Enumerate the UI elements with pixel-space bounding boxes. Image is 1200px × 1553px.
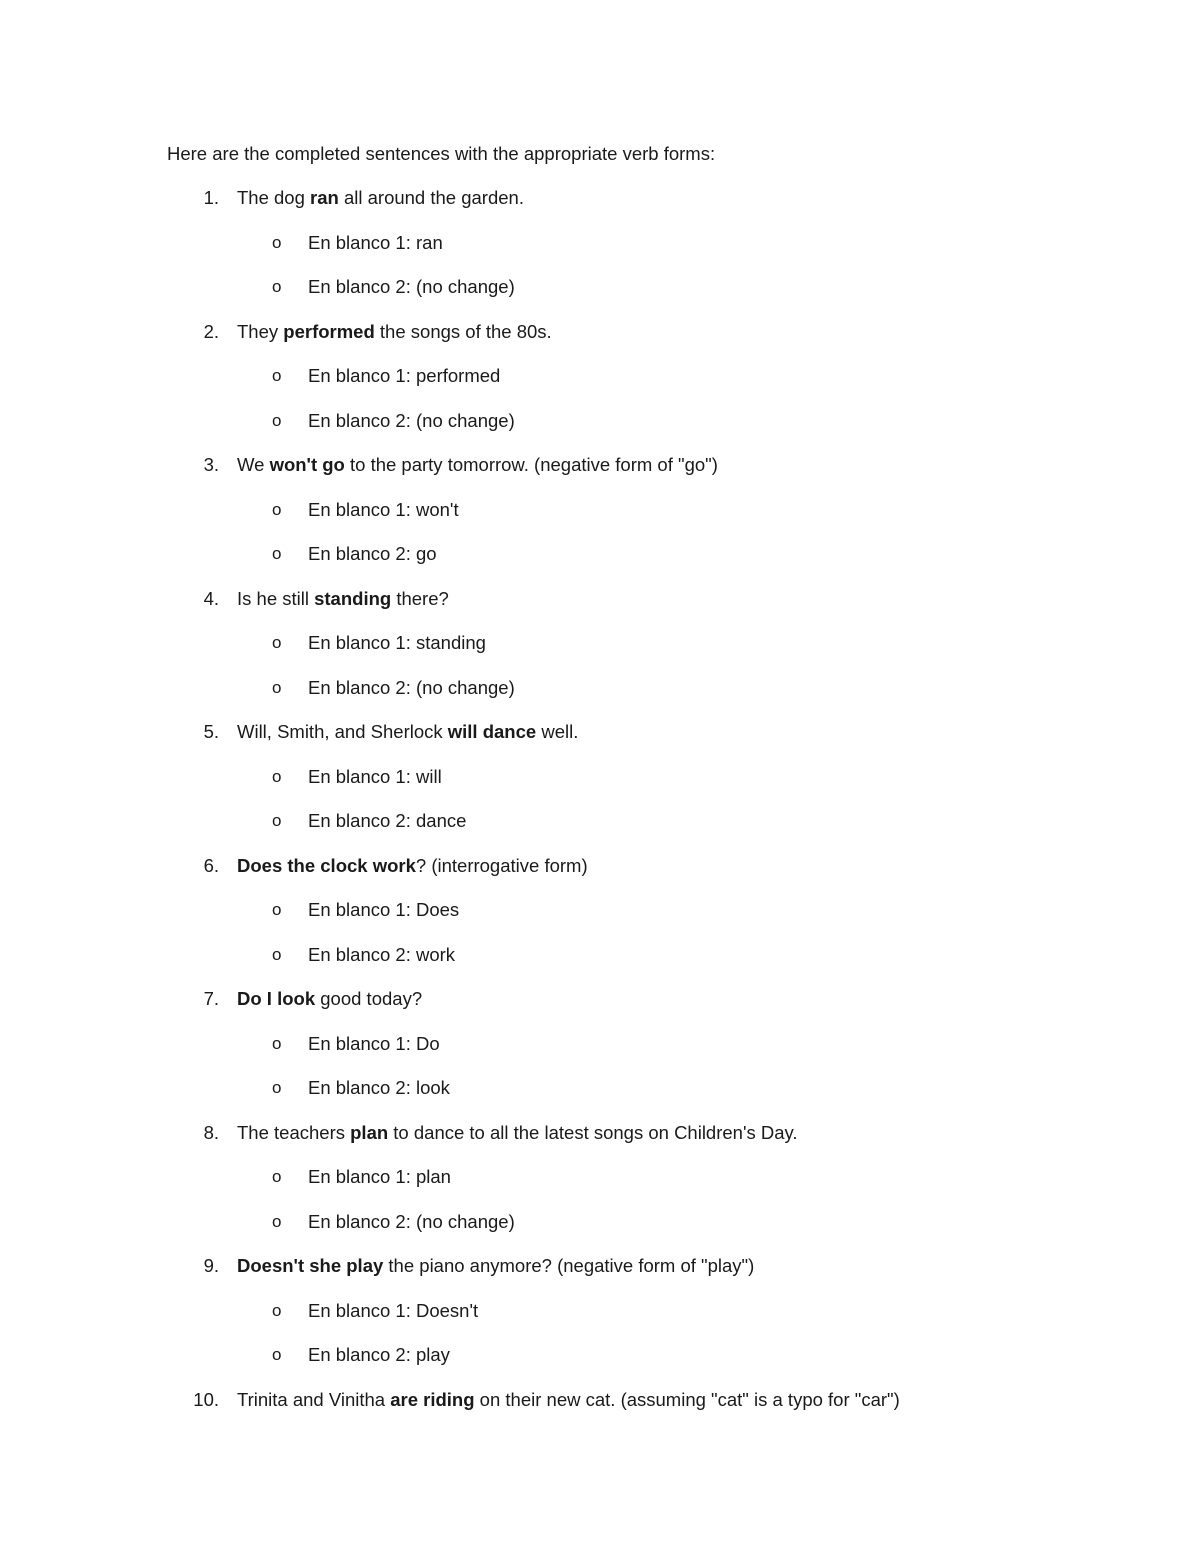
list-item-number: 7.	[203, 988, 219, 1009]
bullet-marker: o	[272, 944, 282, 964]
sentence-text: We	[237, 454, 270, 475]
sentence-text: well.	[536, 721, 579, 742]
sentence-text: on their new cat. (assuming "cat" is a typo for "car")	[474, 1388, 900, 1410]
sentence-text: the songs of the 80s.	[374, 320, 552, 342]
sub-list-text: En blanco 1: standing	[308, 632, 486, 653]
sub-list-text: En blanco 1: plan	[308, 1166, 451, 1187]
sentence-text: there?	[391, 587, 449, 609]
verb-answer: performed	[283, 320, 375, 342]
sub-list-text: En blanco 2: (no change)	[308, 409, 515, 431]
list-item-sentence	[237, 186, 524, 210]
verb-answer: ran	[310, 187, 339, 208]
list-item-number: 1.	[203, 187, 219, 208]
list-item-number: 5.	[203, 721, 219, 742]
bullet-marker: o	[272, 633, 282, 652]
verb-answer: plan	[350, 1121, 389, 1143]
bullet-marker: o	[272, 1211, 282, 1231]
sentence-text: good today?	[315, 988, 423, 1009]
verb-answer: Doesn't she play	[237, 1255, 384, 1276]
list-item-sentence	[237, 720, 578, 744]
verb-answer: won't go	[269, 454, 345, 475]
sentence-text: Will, Smith, and Sherlock	[237, 721, 448, 742]
bullet-marker: o	[272, 1167, 282, 1186]
bullet-marker: o	[272, 811, 282, 830]
list-item-sentence	[237, 587, 449, 611]
bullet-marker: o	[272, 544, 282, 563]
list-item-sentence	[237, 320, 552, 344]
list-item-sentence	[237, 1121, 798, 1145]
bullet-marker: o	[272, 677, 282, 697]
list-item-number: 2.	[203, 320, 219, 342]
verb-answer: standing	[314, 587, 392, 609]
sentence-text: to the party tomorrow. (negative form of "go")	[344, 454, 718, 475]
sub-list-text: En blanco 1: won't	[308, 498, 459, 520]
bullet-marker: o	[272, 499, 282, 519]
list-item-number: 9.	[203, 1255, 219, 1276]
sentence-text: The teachers	[237, 1121, 351, 1143]
sentence-text: Is he still	[237, 587, 315, 609]
list-item-number: 6.	[203, 854, 219, 876]
sub-list-text: En blanco 1: Doesn't	[308, 1299, 479, 1321]
sub-list-text: En blanco 2: (no change)	[308, 276, 515, 297]
sentence-text: all around the garden.	[338, 187, 524, 208]
bullet-marker: o	[272, 366, 282, 385]
sub-list-text: En blanco 2: go	[308, 543, 437, 564]
bullet-marker: o	[272, 1078, 282, 1097]
bullet-marker: o	[272, 232, 282, 252]
sub-list-text: En blanco 2: dance	[308, 810, 467, 831]
sub-list-text: En blanco 2: play	[308, 1344, 450, 1365]
bullet-marker: o	[272, 1345, 282, 1364]
sub-list-text: En blanco 1: Does	[308, 899, 460, 920]
sub-list-text: En blanco 1: Do	[308, 1032, 440, 1054]
sub-list-text: En blanco 1: performed	[308, 365, 501, 386]
bullet-marker: o	[272, 410, 282, 430]
bullet-marker: o	[272, 766, 282, 786]
sub-list-text: En blanco 2: (no change)	[308, 676, 515, 698]
sentence-text: to dance to all the latest songs on Children's Day.	[388, 1121, 798, 1143]
intro-text: Here are the completed sentences with the appropriate verb forms:	[167, 143, 716, 164]
list-item-sentence	[237, 1388, 900, 1412]
sentence-text: the piano anymore? (negative form of "play")	[383, 1255, 755, 1276]
sentence-text: Trinita and Vinitha	[237, 1388, 391, 1410]
verb-answer: are riding	[390, 1388, 475, 1410]
list-item-sentence	[237, 1254, 754, 1278]
verb-answer: Do I look	[237, 988, 316, 1009]
sub-list-text: En blanco 1: ran	[308, 231, 443, 253]
list-item-number: 8.	[203, 1121, 219, 1143]
sub-list-text: En blanco 2: look	[308, 1077, 450, 1098]
list-item-number: 4.	[203, 587, 219, 609]
bullet-marker: o	[272, 277, 282, 296]
sub-list-text: En blanco 2: work	[308, 943, 456, 965]
list-item-sentence	[237, 854, 588, 878]
bullet-marker: o	[272, 1300, 282, 1320]
bullet-marker: o	[272, 900, 282, 919]
list-item-number: 10.	[193, 1388, 219, 1410]
sub-list-text: En blanco 2: (no change)	[308, 1210, 515, 1232]
sentence-text: They	[237, 320, 284, 342]
bullet-marker: o	[272, 1033, 282, 1053]
list-item-sentence	[237, 453, 718, 477]
verb-answer: will dance	[447, 721, 537, 742]
list-item-number: 3.	[203, 454, 219, 475]
sub-list-text: En blanco 1: will	[308, 765, 442, 787]
list-item-sentence	[237, 987, 422, 1011]
verb-answer: Does the clock work	[237, 854, 416, 876]
sentence-text: The dog	[237, 187, 311, 208]
sentence-text: ? (interrogative form)	[415, 854, 588, 876]
